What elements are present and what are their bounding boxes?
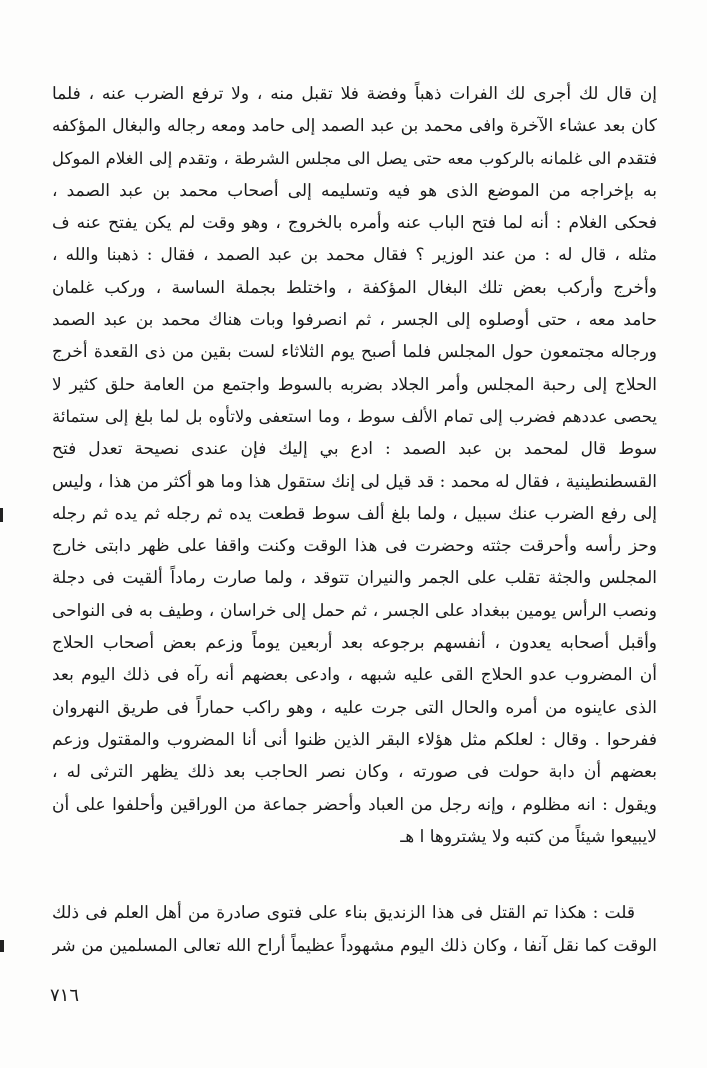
text-line: وأخرج وأركب بعض تلك البغال المؤكفة ، واختلط بجملة الساسة ، وركب غلمان (52, 277, 657, 298)
main-text-block (52, 78, 657, 853)
text-line: أن المضروب عدو الحلاج القى عليه شبهه ، وادعى بعضهم أنه رآه فى ذلك اليوم بعد (52, 665, 657, 686)
text-line: المجلس والجثة تقلب على الجمر والنيران تتوقد ، ولما صارت رماداً ألقيت فى دجلة (52, 568, 657, 589)
text-line: حامد معه ، حتى أوصلوه إلى الجسر ، ثم انصرفوا وبات هناك محمد بن عبد الصمد (52, 310, 657, 331)
text-line: ويقول : انه مظلوم ، وإنه رجل من العباد وأحضر جماعة من الوراقين وأحلفوا على أن (52, 794, 657, 815)
text-line: وحز رأسه وأحرقت جثته وحضرت فى هذا الوقت وكنت واقفا على ظهر دابتى خارج (52, 536, 657, 557)
text-line: سوط قال لمحمد بن عبد الصمد : ادع بي إليك فإن عندى نصيحة تعدل فتح (52, 439, 657, 460)
text-line: فحكى الغلام : أنه لما فتح الباب عنه وأمره بالخروج ، وهو وقت لم يكن يفتح عنه ف (52, 213, 657, 234)
text-line: مثله ، قال له : من عند الوزير ؟ فقال محمد بن عبد الصمد ، فقال : ذهبنا والله ، (52, 245, 657, 266)
text-line: ونصب الرأس يومين ببغداد على الجسر ، ثم حمل إلى خراسان ، وطيف به فى النواحى (52, 600, 657, 621)
text-line: إن قال لك أجرى لك الفرات ذهباً وفضة فلا تقبل منه ، ولا ترفع الضرب عنه ، فلما (52, 84, 657, 104)
text-line: به بإخراجه من الموضع الذى هو فيه وتسليمه إلى أصحاب محمد بن عبد الصمد ، (52, 180, 657, 201)
text-line: لايبيعوا شيئاً من كتبه ولا يشتروها ا هـ (400, 826, 657, 847)
text-line: ورجاله مجتمعون حول المجلس فلما أصبح يوم الثلاثاء لست بقين من ذى القعدة أخرج (52, 342, 657, 363)
text-line: الحلاج إلى رحبة المجلس وأمر الجلاد بضربه بالسوط واجتمع من العامة حلق كثير لا (52, 374, 657, 395)
text-line: وأقبل أصحابه يعدون ، أنفسهم برجوعه بعد أربعين يوماً وزعم بعض أصحاب الحلاج (52, 633, 657, 654)
page-number: ٧١٦ (50, 985, 80, 1006)
text-line: إلى رفع الضرب عنك سبيل ، ولما بلغ ألف سوط قطعت يده ثم رجله ثم يده ثم رجله (52, 503, 657, 524)
scan-edge-mark (0, 508, 3, 522)
text-line: بعضهم أن دابة حولت فى صورته ، وكان نصر الحاجب بعد ذلك يظهر الترثى له ، (52, 762, 657, 783)
text-line: الوقت كما نقل آنفا ، وكان ذلك اليوم مشهوداً عظيماً أراح الله تعالى المسلمين من شر (52, 936, 657, 956)
text-line: الذى عاينوه من أمره والحال التى جرت عليه ، وهو راكب حماراً فى طريق النهروان (52, 697, 657, 718)
scan-edge-mark (0, 940, 4, 952)
text-line: فتقدم الى غلمانه بالركوب معه حتى يصل الى مجلس الشرطة ، وتقدم إلى الغلام الموكل (52, 148, 657, 168)
text-line: يحصى عددهم فضرب إلى تمام الألف سوط ، وما استعفى ولاتأوه بل لما بلغ إلى ستمائة (52, 406, 657, 426)
text-line: ففرحوا . وقال : لعلكم مثل هؤلاء البقر الذين ظنوا أنى أنا المضروب والمقتول وزعم (52, 729, 657, 750)
commentary-paragraph (52, 897, 657, 963)
text-line: القسطنطينية ، فقال له محمد : قد قيل لى إنك ستقول هذا وما هو أكثر من هذا ، وليس (52, 471, 657, 492)
text-line: قلت : هكذا تم القتل فى هذا الزنديق بناء على فتوى صادرة من أهل العلم فى ذلك (52, 903, 635, 923)
text-line: كان بعد عشاء الآخرة وافى محمد بن عبد الصمد إلى حامد ومعه رجاله والبغال المؤكفه (52, 116, 657, 137)
